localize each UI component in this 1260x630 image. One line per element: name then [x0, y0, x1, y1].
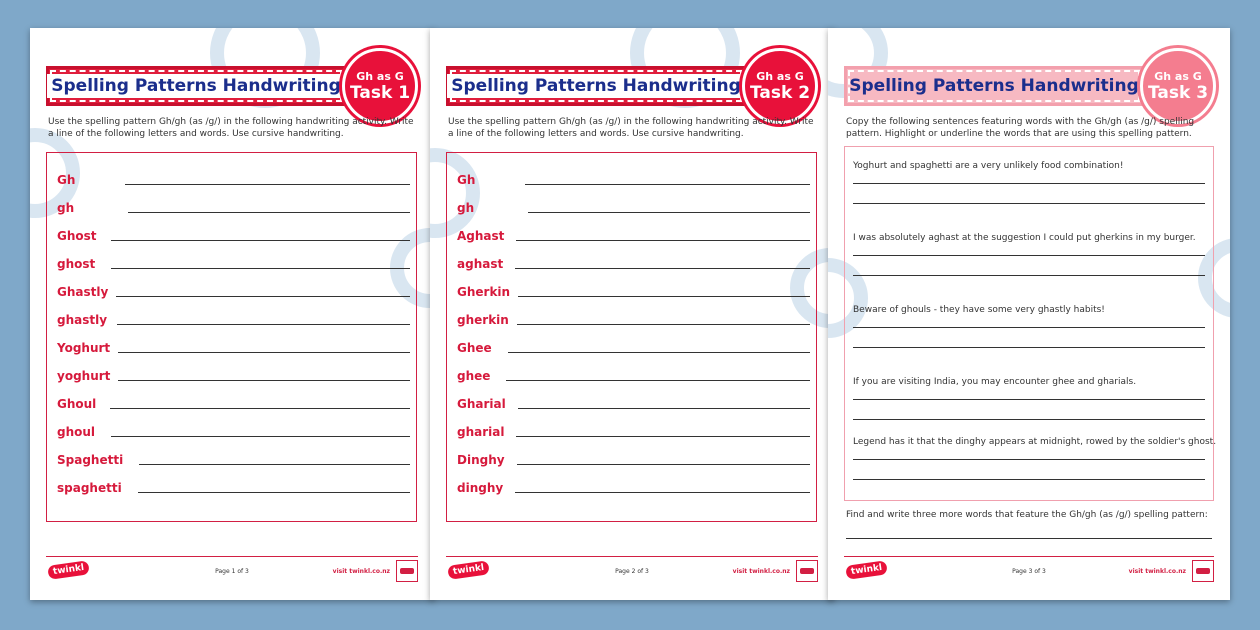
page-number: Page 1 of 3	[215, 568, 249, 575]
word-row	[457, 475, 810, 495]
quality-seal-icon	[396, 560, 418, 582]
sentence-text: Yoghurt and spaghetti are a very unlikely food combination!	[853, 161, 1124, 171]
footer-divider	[446, 556, 818, 557]
footer-divider	[844, 556, 1214, 557]
quality-seal-icon	[796, 560, 818, 582]
word-label: ghastly	[57, 313, 108, 327]
writing-line[interactable]	[853, 347, 1205, 348]
word-row	[457, 419, 810, 439]
word-label: Yoghurt	[57, 341, 111, 355]
writing-line[interactable]	[853, 399, 1205, 400]
sentence-block	[853, 437, 1217, 497]
task-badge	[1140, 48, 1216, 124]
writing-line[interactable]	[853, 255, 1205, 256]
writing-line[interactable]	[117, 324, 410, 325]
task-badge	[342, 48, 418, 124]
badge-task-label: Task 1	[349, 82, 411, 103]
writing-line[interactable]	[118, 352, 410, 353]
writing-line[interactable]	[853, 479, 1205, 480]
sentence-block	[853, 161, 1205, 221]
word-label: ghee	[457, 369, 491, 383]
word-label: yoghurt	[57, 369, 111, 383]
page-title: Spelling Patterns Handwriting	[447, 74, 745, 98]
word-label: Ghoul	[57, 397, 97, 411]
page-number: Page 2 of 3	[615, 568, 649, 575]
word-row	[57, 475, 410, 495]
writing-line[interactable]	[139, 464, 410, 465]
word-label: gh	[457, 201, 475, 215]
word-label: Gh	[457, 173, 476, 187]
word-row	[57, 251, 410, 271]
writing-line[interactable]	[110, 408, 410, 409]
worksheet-page-3	[828, 28, 1230, 600]
writing-line[interactable]	[138, 492, 410, 493]
word-row	[57, 419, 410, 439]
word-label: Ghost	[57, 229, 97, 243]
writing-line[interactable]	[853, 327, 1205, 328]
writing-line[interactable]	[125, 184, 410, 185]
badge-subtitle: Gh as G	[1154, 69, 1202, 83]
sentence-text: I was absolutely aghast at the suggestion I could put gherkins in my burger.	[853, 233, 1196, 243]
word-row	[57, 223, 410, 243]
word-label: spaghetti	[57, 481, 122, 495]
word-row	[57, 363, 410, 383]
writing-line[interactable]	[853, 275, 1205, 276]
badge-task-label: Task 3	[1147, 82, 1209, 103]
writing-line[interactable]	[116, 296, 410, 297]
handwriting-frame	[46, 152, 417, 522]
header-banner	[46, 66, 346, 106]
writing-line[interactable]	[518, 296, 810, 297]
word-row	[457, 307, 810, 327]
word-row	[457, 195, 810, 215]
word-row	[57, 307, 410, 327]
word-row	[57, 195, 410, 215]
twinkl-logo: twinkl	[47, 560, 90, 580]
word-label: aghast	[457, 257, 504, 271]
word-label: gharial	[457, 425, 505, 439]
word-row	[457, 391, 810, 411]
handwriting-frame	[446, 152, 817, 522]
sentence-text: Beware of ghouls - they have some very ghastly habits!	[853, 305, 1105, 315]
sentence-frame	[844, 146, 1217, 501]
word-label: Ghastly	[57, 285, 109, 299]
page-title: Spelling Patterns Handwriting	[47, 74, 345, 98]
site-link[interactable]: visit twinkl.co.nz	[1128, 568, 1186, 575]
writing-line[interactable]	[118, 380, 410, 381]
sentence-block	[853, 305, 1205, 365]
word-label: ghoul	[57, 425, 96, 439]
instructions-text: Copy the following sentences featuring words with the Gh/gh (as /g/) spelling pattern. Highlight or underline the words that are using this spelling pattern.	[846, 117, 1195, 139]
writing-line[interactable]	[515, 492, 810, 493]
writing-line[interactable]	[853, 419, 1205, 420]
writing-line[interactable]	[518, 408, 810, 409]
word-label: gherkin	[457, 313, 509, 327]
task-badge	[742, 48, 818, 124]
word-row	[57, 391, 410, 411]
page-number: Page 3 of 3	[1012, 568, 1046, 575]
site-link[interactable]: visit twinkl.co.nz	[332, 568, 390, 575]
sentence-text: Legend has it that the dinghy appears at midnight, rowed by the soldier's ghost.	[853, 437, 1217, 447]
word-label: Aghast	[457, 229, 505, 243]
writing-line[interactable]	[516, 436, 810, 437]
word-label: Ghee	[457, 341, 492, 355]
word-label: ghost	[57, 257, 96, 271]
writing-line[interactable]	[128, 212, 410, 213]
badge-subtitle: Gh as G	[756, 69, 804, 83]
footer-divider	[46, 556, 418, 557]
word-label: Gh	[57, 173, 76, 187]
word-row	[457, 335, 810, 355]
word-row	[57, 167, 410, 187]
word-label: Gharial	[457, 397, 506, 411]
badge-subtitle: Gh as G	[356, 69, 404, 83]
writing-line[interactable]	[853, 203, 1205, 204]
quality-seal-icon	[1192, 560, 1214, 582]
worksheet-page-1	[30, 28, 434, 600]
writing-line[interactable]	[506, 380, 810, 381]
word-row	[457, 251, 810, 271]
site-link[interactable]: visit twinkl.co.nz	[732, 568, 790, 575]
word-row	[457, 447, 810, 467]
word-label: Gherkin	[457, 285, 511, 299]
twinkl-logo: twinkl	[447, 560, 490, 580]
writing-line[interactable]	[111, 268, 410, 269]
twinkl-logo: twinkl	[845, 560, 888, 580]
sentence-block	[853, 233, 1205, 293]
header-banner	[844, 66, 1144, 106]
writing-line[interactable]	[846, 538, 1212, 539]
writing-line[interactable]	[517, 324, 810, 325]
word-row	[457, 363, 810, 383]
find-words-prompt: Find and write three more words that feature the Gh/gh (as /g/) spelling pattern:	[846, 510, 1208, 520]
word-label: gh	[57, 201, 75, 215]
word-label: Dinghy	[457, 453, 505, 467]
word-row	[457, 167, 810, 187]
writing-line[interactable]	[508, 352, 810, 353]
word-label: Spaghetti	[57, 453, 124, 467]
word-row	[57, 447, 410, 467]
worksheet-page-2	[430, 28, 834, 600]
writing-line[interactable]	[517, 464, 810, 465]
word-label: dinghy	[457, 481, 504, 495]
writing-line[interactable]	[111, 436, 410, 437]
word-row	[57, 335, 410, 355]
word-row	[457, 223, 810, 243]
writing-line[interactable]	[515, 268, 810, 269]
instructions-text: Use the spelling pattern Gh/gh (as /g/) in the following handwriting activity. Write a line of the following letters and words. Use cursive handwriting.	[48, 117, 414, 139]
badge-task-label: Task 2	[749, 82, 811, 103]
writing-line[interactable]	[853, 183, 1205, 184]
instructions-text: Use the spelling pattern Gh/gh (as /g/) in the following handwriting activity. Write a line of the following letters and words. Use cursive handwriting.	[448, 117, 814, 139]
writing-line[interactable]	[853, 459, 1205, 460]
writing-line[interactable]	[528, 212, 810, 213]
header-banner	[446, 66, 746, 106]
writing-line[interactable]	[525, 184, 810, 185]
word-row	[57, 279, 410, 299]
word-row	[457, 279, 810, 299]
page-title: Spelling Patterns Handwriting	[849, 76, 1139, 96]
sentence-block	[853, 377, 1205, 437]
sentence-text: If you are visiting India, you may encounter ghee and gharials.	[853, 377, 1137, 387]
writing-line[interactable]	[111, 240, 410, 241]
writing-line[interactable]	[516, 240, 810, 241]
